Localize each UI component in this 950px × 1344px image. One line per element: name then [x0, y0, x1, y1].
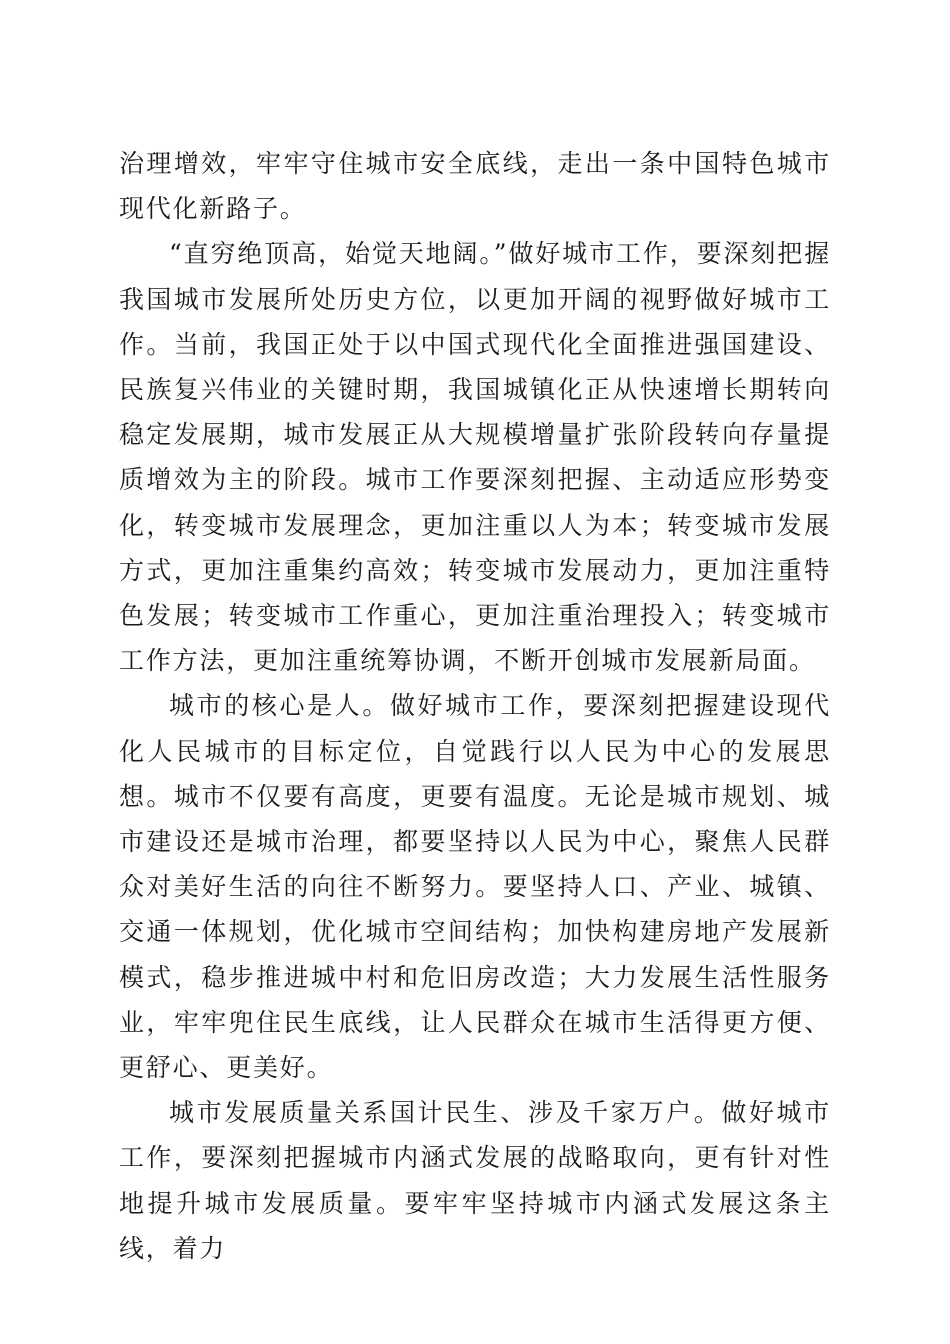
paragraph-2: “直穷绝顶高，始觉天地阔。”做好城市工作，要深刻把握我国城市发展所处历史方位，以更加开阔的视野做好城市工作。当前，我国正处于以中国式现代化全面推进强国建设、民族复兴伟业的关键时期，我国城镇化正从快速增长期转向稳定发展期，城市发展正从大规模增量扩张阶段转向存量提质增效为主的阶段。城市工作要深刻把握、主动适应形势变化，转变城市发展理念，更加注重以人为本；转变城市发展方式，更加注重集约高效；转变城市发展动力，更加注重特色发展；转变城市工作重心，更加注重治理投入；转变城市工作方法，更加注重统筹协调，不断开创城市发展新局面。 — [119, 239, 831, 676]
paragraph-4: 城市发展质量关系国计民生、涉及千家万户。做好城市工作，要深刻把握城市内涵式发展的战略取向，更有针对性地提升城市发展质量。要牢牢坚持城市内涵式发展这条主线，着力 — [119, 1098, 831, 1263]
document-body — [119, 141, 831, 1271]
paragraph-3: 城市的核心是人。做好城市工作，要深刻把握建设现代化人民城市的目标定位，自觉践行以人民为中心的发展思想。城市不仅要有高度，更要有温度。无论是城市规划、城市建设还是城市治理，都要坚持以人民为中心，聚焦人民群众对美好生活的向往不断努力。要坚持人口、产业、城镇、交通一体规划，优化城市空间结构；加快构建房地产发展新模式，稳步推进城中村和危旧房改造；大力发展生活性服务业，牢牢兜住民生底线，让人民群众在城市生活得更方便、更舒心、更美好。 — [119, 691, 831, 1083]
paragraph-1: 治理增效，牢牢守住城市安全底线，走出一条中国特色城市现代化新路子。 — [119, 149, 831, 224]
